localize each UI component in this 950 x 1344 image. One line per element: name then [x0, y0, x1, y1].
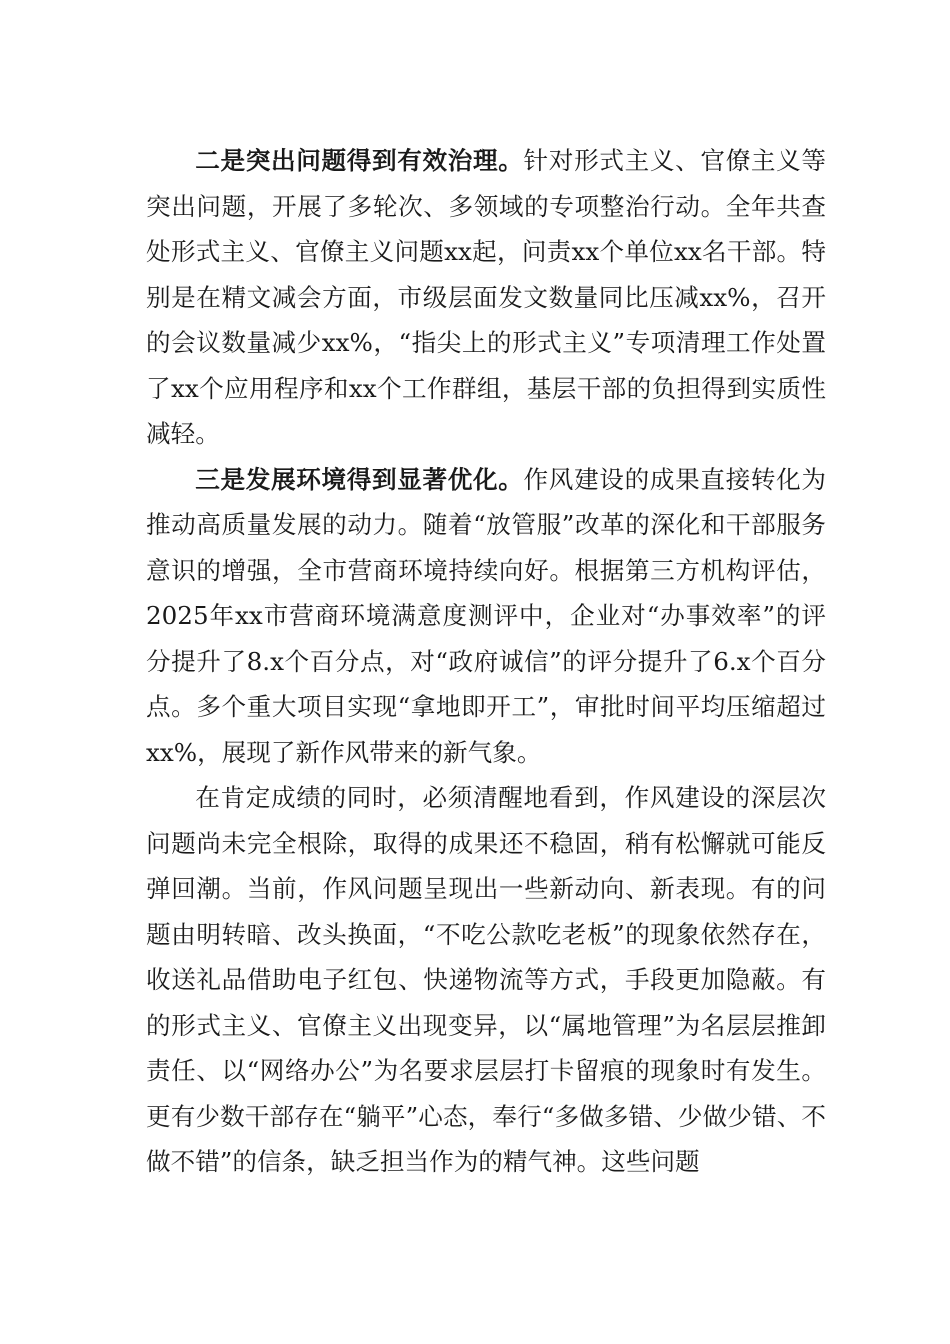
paragraph-lead: 三是发展环境得到显著优化。: [195, 464, 524, 494]
document-page: [146, 138, 826, 1185]
paragraph-body: 作风建设的成果直接转化为推动高质量发展的动力。随着“放管服”改革的深化和干部服务意识的增强，全市营商环境持续向好。根据第三方机构评估，2025年xx市营商环境满意度测评中，企业对“办事效率”的评分提升了8.x个百分点，对“政府诚信”的评分提升了6.x个百分点。多个重大项目实现“拿地即开工”，审批时间平均压缩超过xx%，展现了新作风带来的新气象。: [146, 464, 826, 767]
paragraph-remaining-problems: [146, 775, 826, 1185]
paragraph-environment-optimization: [146, 457, 826, 776]
paragraph-body: 针对形式主义、官僚主义等突出问题，开展了多轮次、多领域的专项整治行动。全年共查处形式主义、官僚主义问题xx起，问责xx个单位xx名干部。特别是在精文减会方面，市级层面发文数量同比压减xx%，召开的会议数量减少xx%，“指尖上的形式主义”专项清理工作处置了xx个应用程序和xx个工作群组，基层干部的负担得到实质性减轻。: [146, 146, 826, 448]
paragraph-body: 在肯定成绩的同时，必须清醒地看到，作风建设的深层次问题尚未完全根除，取得的成果还不稳固，稍有松懈就可能反弹回潮。当前，作风问题呈现出一些新动向、新表现。有的问题由明转暗、改头换面，“不吃公款吃老板”的现象依然存在，收送礼品借助电子红包、快递物流等方式，手段更加隐蔽。有的形式主义、官僚主义出现变异，以“属地管理”为名层层推卸责任、以“网络办公”为名要求层层打卡留痕的现象时有发生。更有少数干部存在“躺平”心态，奉行“多做多错、少做少错、不做不错”的信条，缺乏担当作为的精气神。这些问题: [146, 783, 826, 1176]
paragraph-lead: 二是突出问题得到有效治理。: [195, 146, 524, 175]
paragraph-problem-governance: [146, 138, 826, 457]
